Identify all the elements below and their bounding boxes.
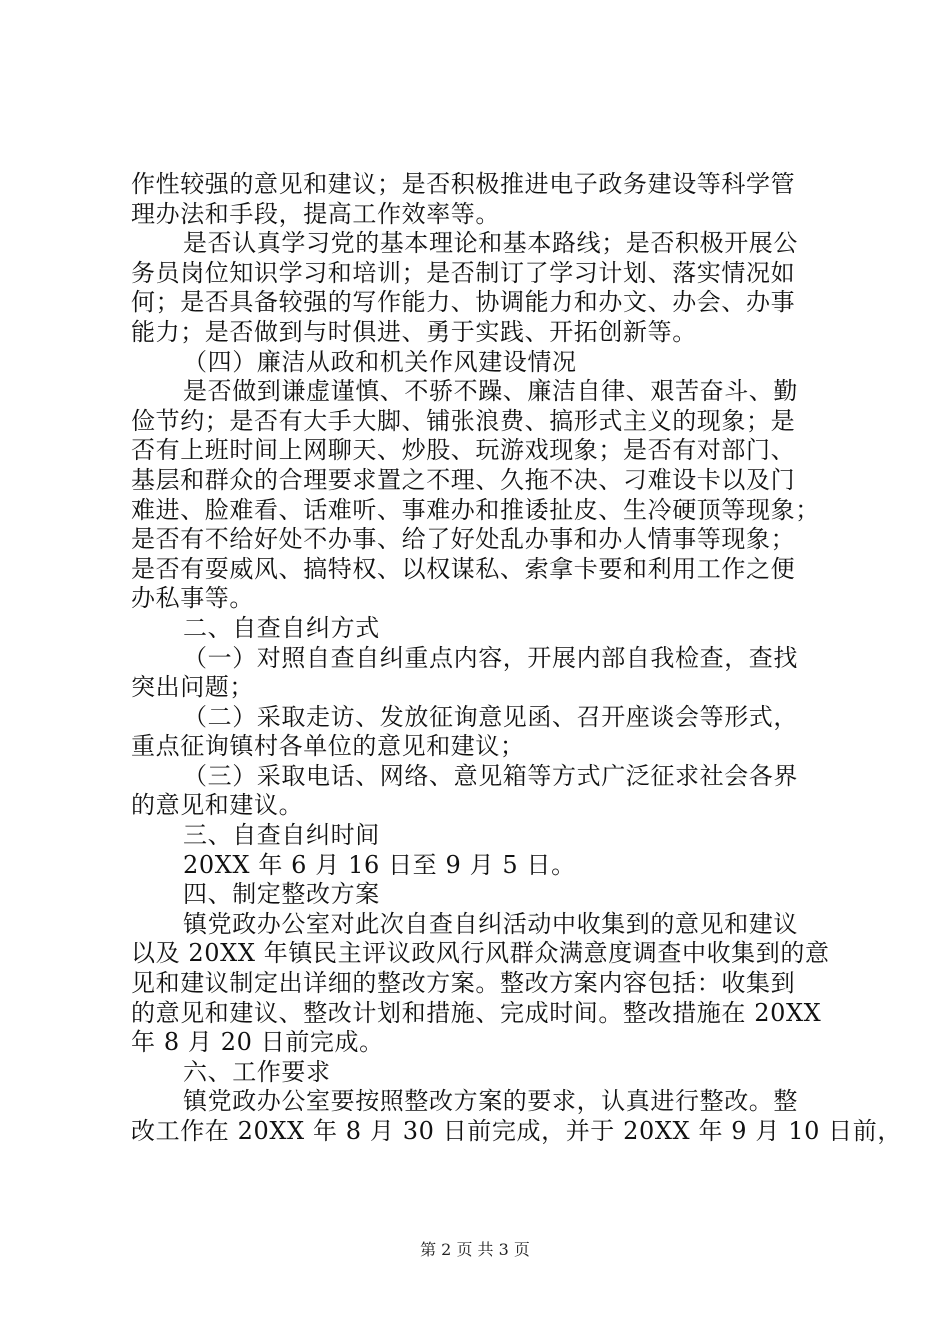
- text-line: 基层和群众的合理要求置之不理、久拖不决、刁难设卡以及门: [131, 465, 796, 494]
- text-line: 镇党政办公室要按照整改方案的要求，认真进行整改。整: [183, 1087, 798, 1116]
- text-line: 的意见和建议、整改计划和措施、完成时间。整改措施在 20XX: [131, 998, 822, 1027]
- text-line: 改工作在 20XX 年 8 月 30 日前完成，并于 20XX 年 9 月 10 日前，: [131, 1117, 902, 1145]
- text-line: 办私事等。: [131, 584, 254, 613]
- text-line: 二、自查自纠方式: [183, 613, 380, 642]
- text-line: 能力；是否做到与时俱进、勇于实践、开拓创新等。: [131, 317, 697, 346]
- text-line: 难进、脸难看、话难听、事难办和推诿扯皮、生冷硬顶等现象；: [131, 495, 820, 524]
- text-line: 年 8 月 20 日前完成。: [131, 1028, 384, 1057]
- text-line: 是否做到谦虚谨慎、不骄不躁、廉洁自律、艰苦奋斗、勤: [183, 377, 798, 406]
- text-line: 镇党政办公室对此次自查自纠活动中收集到的意见和建议: [183, 909, 798, 938]
- text-line: 20XX 年 6 月 16 日至 9 月 5 日。: [183, 850, 576, 879]
- text-line: （三）采取电话、网络、意见箱等方式广泛征求社会各界: [183, 761, 798, 790]
- text-line: 四、制定整改方案: [183, 880, 380, 909]
- text-line: 俭节约；是否有大手大脚、铺张浪费、搞形式主义的现象；是: [131, 406, 796, 435]
- text-line: 是否有不给好处不办事、给了好处乱办事和办人情事等现象；: [131, 525, 796, 554]
- text-line: （二）采取走访、发放征询意见函、召开座谈会等形式，: [183, 702, 798, 731]
- text-line: 三、自查自纠时间: [183, 821, 380, 850]
- page-footer: 第 2 页 共 3 页: [420, 1240, 530, 1259]
- text-line: 理办法和手段，提高工作效率等。: [131, 199, 500, 228]
- text-line: 突出问题；: [131, 673, 254, 702]
- text-line: 见和建议制定出详细的整改方案。整改方案内容包括：收集到: [131, 969, 796, 998]
- text-line: （一）对照自查自纠重点内容，开展内部自我检查，查找: [183, 643, 798, 672]
- text-line: 以及 20XX 年镇民主评议政风行风群众满意度调查中收集到的意: [131, 939, 830, 968]
- text-line: 六、工作要求: [183, 1057, 331, 1086]
- document-body: [131, 170, 902, 1147]
- text-line: 是否有耍威风、搞特权、以权谋私、索拿卡要和利用工作之便: [131, 554, 796, 583]
- text-line: （四）廉洁从政和机关作风建设情况: [183, 347, 577, 376]
- text-line: 何；是否具备较强的写作能力、协调能力和办文、办会、办事: [131, 288, 796, 317]
- text-line: 的意见和建议。: [131, 791, 304, 820]
- text-line: 是否认真学习党的基本理论和基本路线；是否积极开展公: [183, 229, 798, 258]
- text-line: 作性较强的意见和建议；是否积极推进电子政务建设等科学管: [131, 170, 796, 198]
- text-line: 否有上班时间上网聊天、炒股、玩游戏现象；是否有对部门、: [131, 436, 796, 465]
- text-line: 务员岗位知识学习和培训；是否制订了学习计划、落实情况如: [131, 258, 796, 287]
- text-line: 重点征询镇村各单位的意见和建议；: [131, 732, 525, 761]
